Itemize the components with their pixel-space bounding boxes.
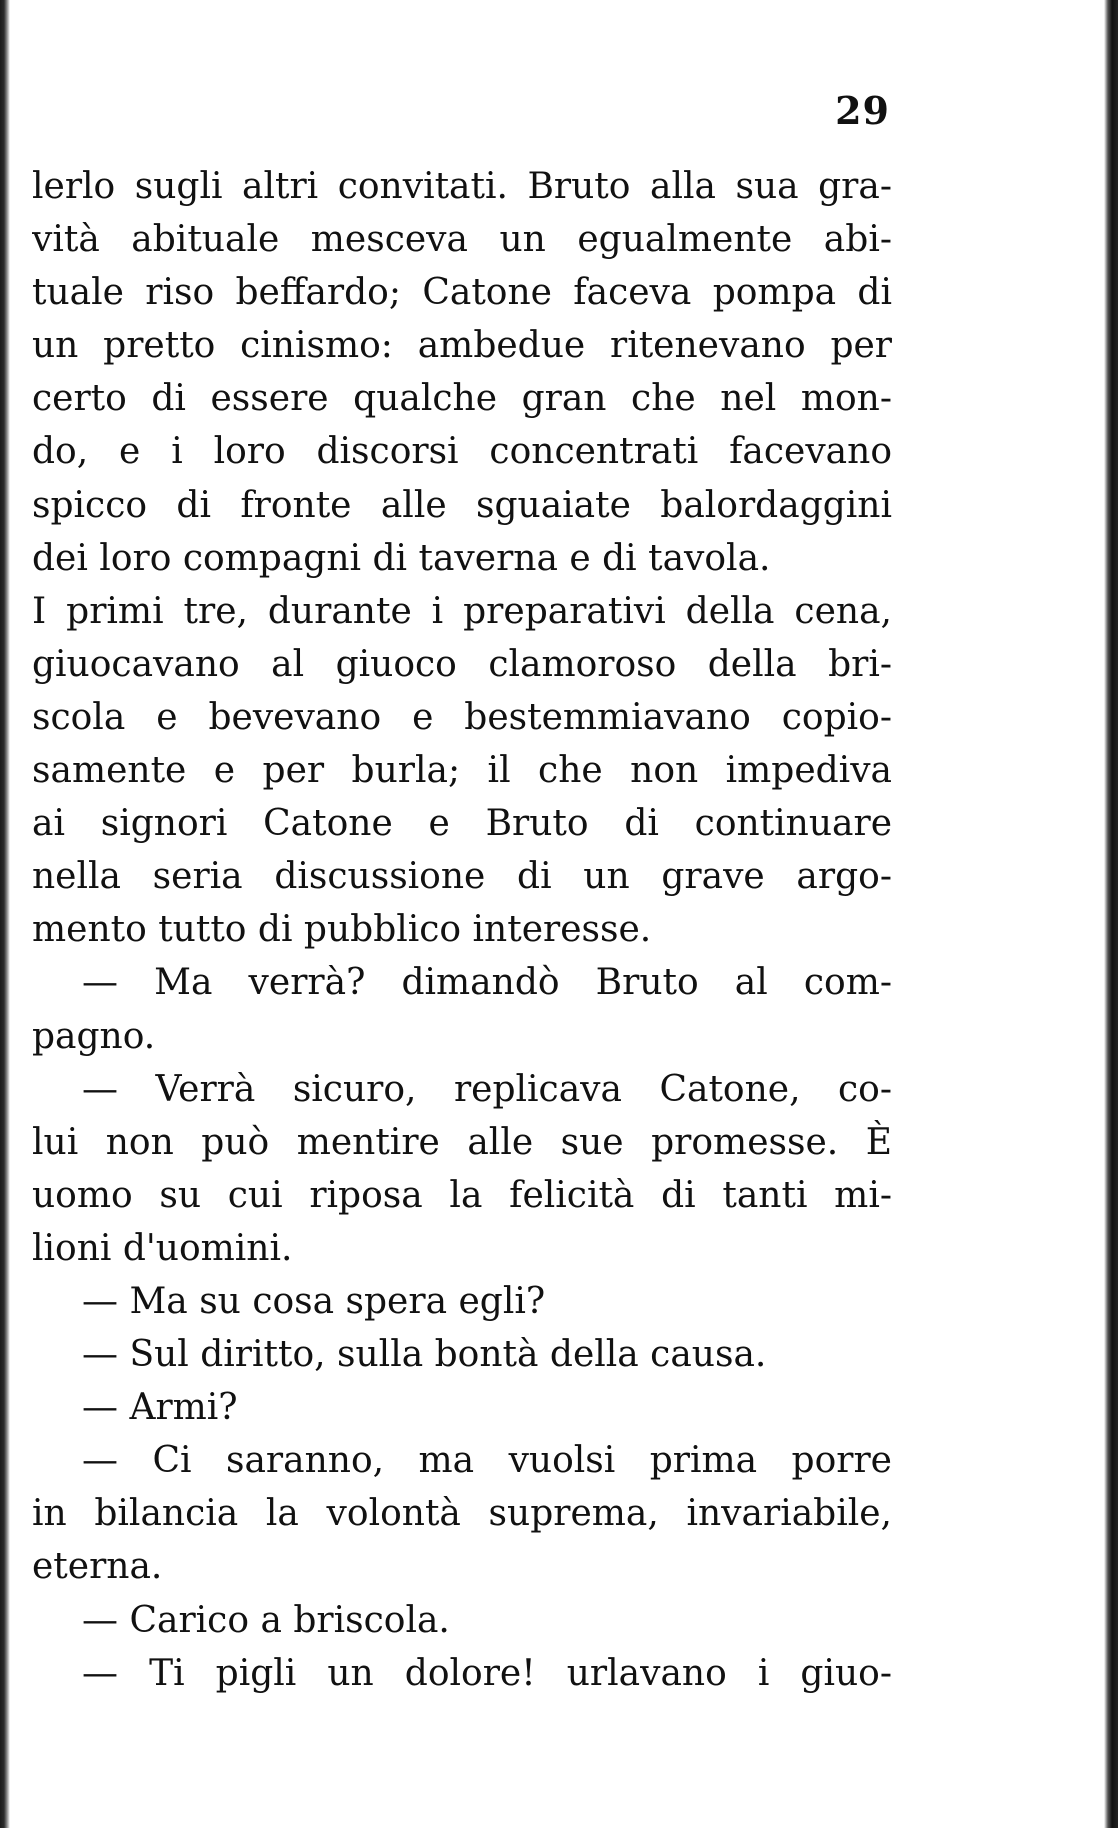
page-body: [32, 160, 892, 1700]
text-line-19: lui non può mentire alle sue promesse. È: [32, 1121, 892, 1163]
text-line-13: ai signori Catone e Bruto di continuare: [32, 803, 892, 845]
text-line-16: — Ma verrà? dimandò Bruto al com-: [82, 962, 892, 1004]
text-line-28: — Carico a briscola.: [82, 1599, 450, 1641]
text-line-18: — Verrà sicuro, replicava Catone, co-: [82, 1068, 892, 1110]
text-line-8: dei loro compagni di taverna e di tavola.: [32, 537, 771, 579]
text-line-11: scola e bevevano e bestemmiavano copio-: [32, 696, 892, 738]
text-line-27: eterna.: [32, 1546, 163, 1588]
text-line-15: mento tutto di pubblico interesse.: [32, 909, 652, 951]
text-line-25: — Ci saranno, ma vuolsi prima porre: [82, 1440, 892, 1482]
text-line-20: uomo su cui riposa la felicità di tanti mi-: [32, 1174, 892, 1216]
scan-right-edge: [1104, 0, 1118, 1828]
text-line-9: I primi tre, durante i preparativi della cena,: [32, 590, 892, 632]
text-line-7: spicco di fronte alle sguaiate balordaggini: [32, 484, 892, 526]
page-number: 29: [835, 88, 890, 133]
text-line-2: vità abituale mesceva un egualmente abi-: [32, 219, 892, 261]
text-line-5: certo di essere qualche gran che nel mon-: [32, 378, 892, 420]
text-line-10: giuocavano al giuoco clamoroso della bri-: [32, 643, 892, 685]
text-line-29: — Ti pigli un dolore! urlavano i giuo-: [82, 1652, 892, 1694]
text-line-22: — Ma su cosa spera egli?: [82, 1280, 546, 1322]
text-line-14: nella seria discussione di un grave argo-: [32, 856, 892, 898]
text-line-3: tuale riso beffardo; Catone faceva pompa di: [32, 272, 892, 314]
text-line-1: lerlo sugli altri convitati. Bruto alla sua gra-: [32, 166, 892, 207]
text-line-17: pagno.: [32, 1015, 156, 1057]
text-line-26: in bilancia la volontà suprema, invariabile,: [32, 1493, 892, 1535]
text-line-23: — Sul diritto, sulla bontà della causa.: [82, 1334, 767, 1376]
text-line-21: lioni d'uomini.: [32, 1227, 293, 1269]
text-line-4: un pretto cinismo: ambedue ritenevano per: [32, 325, 892, 367]
text-line-24: — Armi?: [82, 1387, 238, 1429]
text-line-12: samente e per burla; il che non impediva: [32, 750, 892, 792]
scan-left-edge: [0, 0, 10, 1828]
text-line-6: do, e i loro discorsi concentrati facevano: [32, 431, 892, 473]
